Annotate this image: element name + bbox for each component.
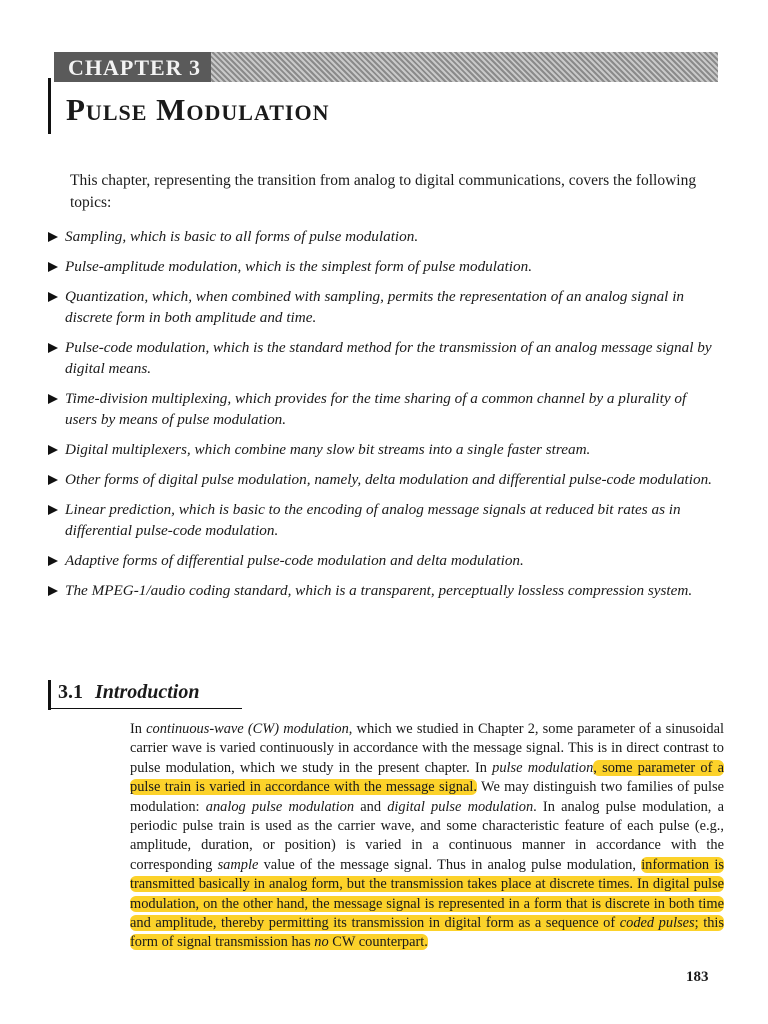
highlighted-text: , some parameter of a pulse train is varied in accordance with the message signal. [130,759,724,796]
arrow-bullet-icon [48,475,58,485]
chapter-title: Pulse Modulation [66,92,330,127]
emphasis-term: pulse modulation [492,759,594,776]
arrow-bullet-icon [48,556,58,566]
text-run: CW counterpart. [328,934,428,951]
topic-text: Pulse-code modulation, which is the standard method for the transmission of an analog message signal by digital means. [65,339,712,377]
arrow-bullet-icon [48,292,58,302]
emphasis-term: digital pulse modulation [387,798,534,815]
topic-item [48,499,716,541]
topic-text: Digital multiplexers, which combine many slow bit streams into a single faster stream. [65,441,591,458]
section-title: Introduction [95,681,200,703]
topic-item [48,580,716,601]
chapter-rule [48,78,51,134]
arrow-bullet-icon [48,262,58,272]
topic-text: Sampling, which is basic to all forms of pulse modulation. [65,228,419,245]
topic-text: The MPEG-1/audio coding standard, which is a transparent, perceptually lossless compression system. [65,582,693,599]
chapter-label: CHAPTER 3 [54,52,211,82]
text-run: ; this form of signal transmission has [130,915,725,951]
emphasis-term: no [314,934,329,951]
topic-item [48,256,716,277]
topic-text: Adaptive forms of differential pulse-code modulation and delta modulation. [65,552,524,569]
introduction-paragraph [130,720,724,953]
emphasis-term: sample [217,856,259,873]
topic-item [48,550,716,571]
emphasis-term: continuous-wave (CW) modulation [146,721,349,737]
arrow-bullet-icon [48,505,58,515]
intro-text: This chapter, representing the transition from analog to digital communications, covers the following topics: [70,172,697,211]
text-run: , which we studied in Chapter 2, some parameter of a sinusoidal carrier wave is varied continuously in accordance with the message signal. This is in direct contrast to pulse modulation, which we study in the present chapter. In [130,721,724,776]
topic-text: Other forms of digital pulse modulation, namely, delta modulation and differential pulse-code modulation. [65,471,712,488]
arrow-bullet-icon [48,445,58,455]
text-run: In [130,721,147,737]
arrow-bullet-icon [48,232,58,242]
arrow-bullet-icon [48,586,58,596]
topic-item [48,439,716,460]
topic-item [48,469,716,490]
arrow-bullet-icon [48,343,58,353]
text-run: We may distinguish two families of pulse modulation: [130,779,724,815]
topic-item [48,226,716,247]
chapter-band [54,52,718,82]
topic-text: Quantization, which, when combined with sampling, permits the representation of an analog signal in discrete form in both amplitude and time. [65,288,685,326]
topic-list [48,226,716,601]
section-rule [48,680,51,710]
section-heading [58,681,199,704]
text-run: and [354,798,388,815]
page-number: 183 [686,969,709,985]
emphasis-term: coded pulses [619,915,695,932]
emphasis-term: analog pulse modulation [205,798,355,815]
topic-item [48,337,716,379]
text-run: information is transmitted basically in analog form, but the transmission takes place at discrete times. In digital pulse modulation, on the other hand, the message signal is represented in a form that is discrete in both time and amplitude, thereby permitting its transmission in digital form as a sequence of [130,856,724,932]
text-run: . In analog pulse modulation, a periodic pulse train is used as the carrier wave, and some characteristic feature of each pulse (e.g., amplitude, duration, or position) is varied in a continuous manner in accordance with the corresponding [130,798,724,873]
section-number: 3.1 [58,681,83,703]
topic-text: Linear prediction, which is basic to the encoding of analog message signals at reduced bit rates as in differential pulse-code modulation. [65,501,681,539]
topic-text: Pulse-amplitude modulation, which is the simplest form of pulse modulation. [65,258,532,275]
arrow-bullet-icon [48,394,58,404]
topic-item [48,286,716,328]
text-run: value of the message signal. Thus in analog pulse modulation, [258,856,642,873]
topic-item [48,388,716,430]
section-underline [50,708,242,709]
topic-text: Time-division multiplexing, which provides for the time sharing of a common channel by a plurality of users by means of pulse modulation. [65,390,687,428]
